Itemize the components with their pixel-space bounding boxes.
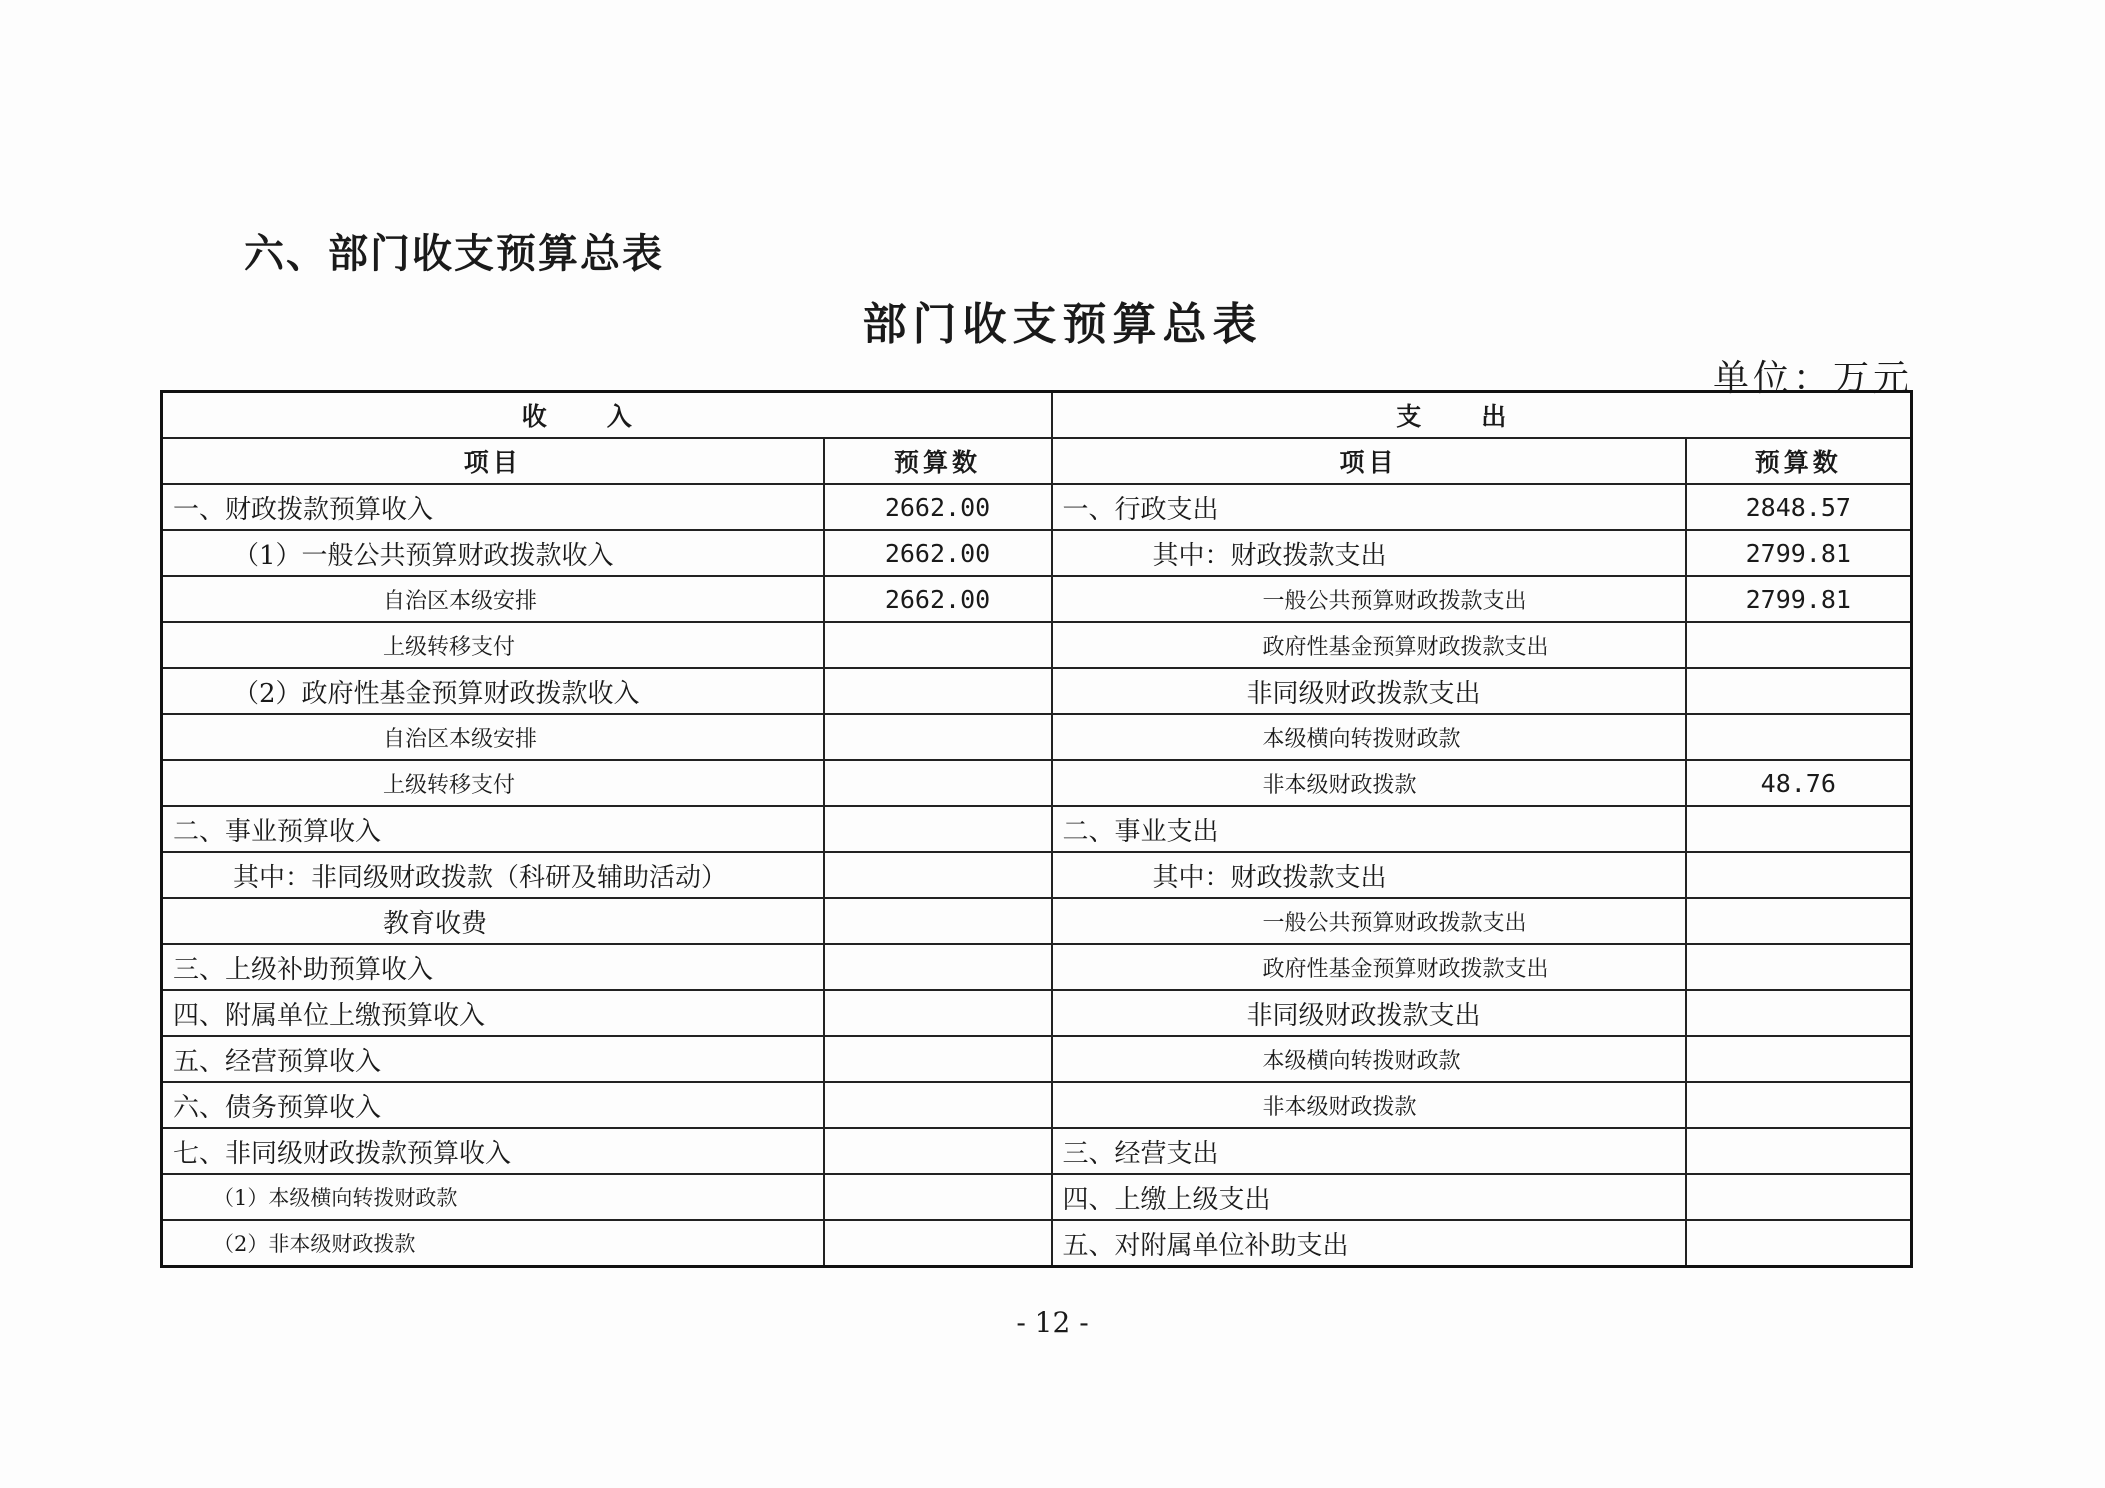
expense-item: 其中：财政拨款支出 [1052, 530, 1686, 576]
table-row [162, 1128, 1912, 1174]
table-row [162, 714, 1912, 760]
expense-amount: 2799.81 [1686, 576, 1912, 622]
expense-amount [1686, 668, 1912, 714]
income-item: 五、经营预算收入 [162, 1036, 824, 1082]
income-amount [824, 1220, 1052, 1267]
income-amount-header: 预算数 [824, 438, 1052, 484]
income-item: （2）政府性基金预算财政拨款收入 [162, 668, 824, 714]
expense-amount: 2848.57 [1686, 484, 1912, 530]
expense-amount-header: 预算数 [1686, 438, 1912, 484]
income-item: 上级转移支付 [162, 622, 824, 668]
expense-item: 三、经营支出 [1052, 1128, 1686, 1174]
table-row [162, 1174, 1912, 1220]
income-item: 教育收费 [162, 898, 824, 944]
table-row [162, 1082, 1912, 1128]
table-row [162, 1036, 1912, 1082]
expense-amount [1686, 990, 1912, 1036]
income-amount: 2662.00 [824, 576, 1052, 622]
income-amount [824, 990, 1052, 1036]
expense-item: 四、上缴上级支出 [1052, 1174, 1686, 1220]
income-amount [824, 806, 1052, 852]
expense-amount: 48.76 [1686, 760, 1912, 806]
expense-item: 一、行政支出 [1052, 484, 1686, 530]
income-amount: 2662.00 [824, 530, 1052, 576]
table-row [162, 576, 1912, 622]
table-row [162, 760, 1912, 806]
expense-amount [1686, 1036, 1912, 1082]
expense-amount [1686, 1128, 1912, 1174]
income-amount [824, 622, 1052, 668]
income-item: （2）非本级财政拨款 [162, 1220, 824, 1267]
expense-item: 非同级财政拨款支出 [1052, 668, 1686, 714]
expense-item: 政府性基金预算财政拨款支出 [1052, 622, 1686, 668]
expense-amount [1686, 1082, 1912, 1128]
expense-item: 非本级财政拨款 [1052, 760, 1686, 806]
expense-header: 支出 [1052, 392, 1912, 439]
income-item: 其中：非同级财政拨款（科研及辅助活动） [162, 852, 824, 898]
table-row [162, 530, 1912, 576]
expense-item: 非本级财政拨款 [1052, 1082, 1686, 1128]
income-item: （1）一般公共预算财政拨款收入 [162, 530, 824, 576]
income-amount [824, 668, 1052, 714]
section-heading: 六、部门收支预算总表 [244, 231, 664, 277]
income-item: 六、债务预算收入 [162, 1082, 824, 1128]
expense-amount [1686, 1220, 1912, 1267]
income-item: 四、附属单位上缴预算收入 [162, 990, 824, 1036]
income-item: 二、事业预算收入 [162, 806, 824, 852]
income-item: 七、非同级财政拨款预算收入 [162, 1128, 824, 1174]
income-amount [824, 714, 1052, 760]
income-header: 收入 [162, 392, 1052, 439]
expense-item: 非同级财政拨款支出 [1052, 990, 1686, 1036]
expense-amount [1686, 714, 1912, 760]
expense-item: 二、事业支出 [1052, 806, 1686, 852]
income-item: 自治区本级安排 [162, 714, 824, 760]
income-amount: 2662.00 [824, 484, 1052, 530]
income-amount [824, 852, 1052, 898]
unit-label: 单位：万元 [1712, 358, 1913, 399]
income-amount [824, 898, 1052, 944]
income-item-header: 项目 [162, 438, 824, 484]
table-row [162, 898, 1912, 944]
expense-amount [1686, 622, 1912, 668]
expense-amount [1686, 806, 1912, 852]
table-row [162, 668, 1912, 714]
expense-item: 一般公共预算财政拨款支出 [1052, 898, 1686, 944]
section-header-row [162, 392, 1912, 439]
income-item: 上级转移支付 [162, 760, 824, 806]
income-item: 三、上级补助预算收入 [162, 944, 824, 990]
expense-item: 政府性基金预算财政拨款支出 [1052, 944, 1686, 990]
income-amount [824, 944, 1052, 990]
expense-amount [1686, 898, 1912, 944]
table-row [162, 622, 1912, 668]
table-title: 部门收支预算总表 [862, 299, 1263, 350]
income-item: 自治区本级安排 [162, 576, 824, 622]
expense-item: 本级横向转拨财政款 [1052, 714, 1686, 760]
income-amount [824, 1082, 1052, 1128]
expense-item: 其中：财政拨款支出 [1052, 852, 1686, 898]
income-amount [824, 760, 1052, 806]
income-amount [824, 1036, 1052, 1082]
table-row [162, 852, 1912, 898]
expense-amount [1686, 852, 1912, 898]
expense-item: 本级横向转拨财政款 [1052, 1036, 1686, 1082]
page-number: - 12 - [1016, 1306, 1089, 1339]
table-row [162, 484, 1912, 530]
table-row [162, 1220, 1912, 1267]
expense-amount: 2799.81 [1686, 530, 1912, 576]
income-item: 一、财政拨款预算收入 [162, 484, 824, 530]
table-row [162, 944, 1912, 990]
expense-amount [1686, 944, 1912, 990]
expense-item-header: 项目 [1052, 438, 1686, 484]
table-row [162, 990, 1912, 1036]
table-row [162, 806, 1912, 852]
income-amount [824, 1128, 1052, 1174]
expense-item: 五、对附属单位补助支出 [1052, 1220, 1686, 1267]
budget-table [160, 390, 1913, 1268]
expense-amount [1686, 1174, 1912, 1220]
column-header-row [162, 438, 1912, 484]
income-amount [824, 1174, 1052, 1220]
expense-item: 一般公共预算财政拨款支出 [1052, 576, 1686, 622]
income-item: （1）本级横向转拨财政款 [162, 1174, 824, 1220]
